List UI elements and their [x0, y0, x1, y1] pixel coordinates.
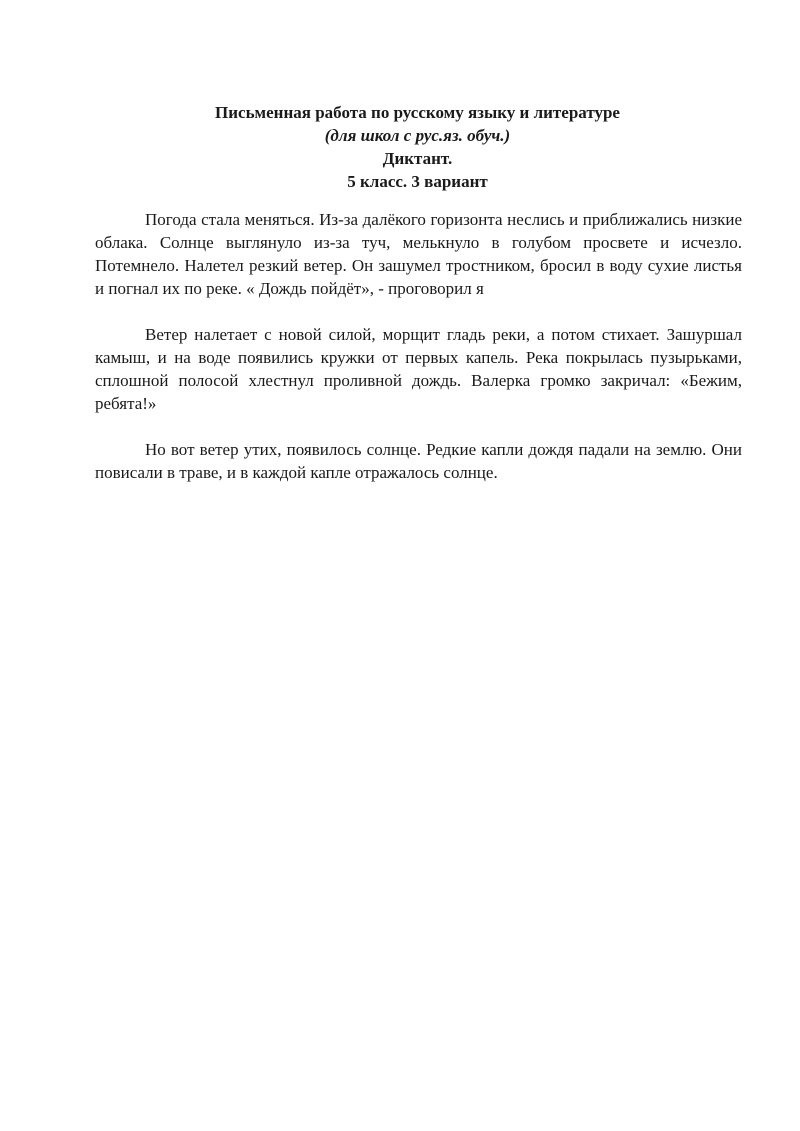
paragraph-2: Ветер налетает с новой силой, морщит гладь реки, а потом стихает. Зашуршал камыш, и на воде появились кружки от первых капель. Река покрылась пузырьками, сплошной полосой хлестнул проливной дождь. Валерка громко закричал: «Бежим, ребята!»	[95, 325, 742, 413]
paragraph-3: Но вот ветер утих, появилось солнце. Редкие капли дождя падали на землю. Они повисали в траве, и в каждой капле отражалось солнце.	[95, 440, 742, 482]
document-heading: Диктант.	[382, 149, 453, 168]
document-header	[95, 101, 740, 193]
grade-variant: 5 класс. 3 вариант	[347, 172, 488, 191]
document-title: Письменная работа по русскому языку и литературе	[215, 103, 620, 122]
paragraph-1: Погода стала меняться. Из-за далёкого горизонта неслись и приближались низкие облака. Солнце выглянуло из-за туч, мелькнуло в голубом просвете и исчезло. Потемнело. Налетел резкий ветер. Он зашумел тростником, бросил в воду сухие листья и погнал их по реке. « Дождь пойдёт», - проговорил я	[95, 210, 742, 298]
dictation-text	[95, 208, 742, 507]
document-subtitle: (для школ с рус.яз. обуч.)	[324, 126, 511, 145]
